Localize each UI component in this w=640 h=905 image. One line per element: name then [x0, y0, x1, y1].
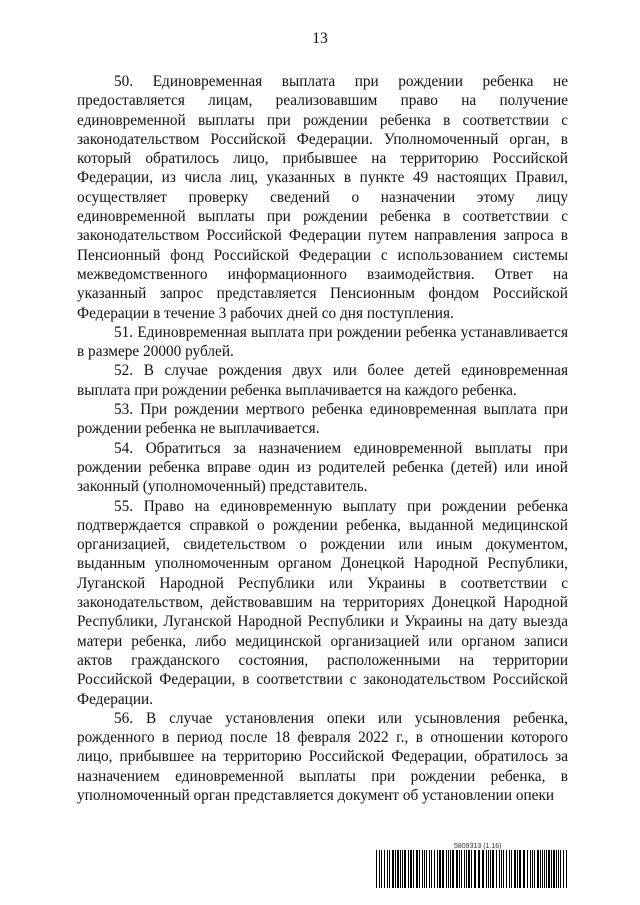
barcode-bar [514, 850, 516, 888]
barcode-bar [544, 850, 545, 888]
barcode-bar [482, 850, 484, 888]
barcode-bar [376, 850, 377, 888]
barcode-bar [532, 850, 533, 888]
barcode-bar [452, 850, 454, 888]
paragraph-text: Обратиться за назначением единовременной выплаты при рождении ребенка вправе один из родителей ребенка (детей) или иной законный (уполномоченный) представитель. [77, 439, 568, 496]
document-code: 5809313 (1.16) [454, 843, 502, 850]
barcode-bar [431, 850, 432, 888]
barcode-bar [439, 850, 441, 888]
page-number: 13 [312, 30, 328, 47]
paragraph-55 [77, 497, 568, 709]
barcode-bar [461, 850, 462, 888]
barcode-bar [379, 850, 380, 888]
barcode-bar [519, 850, 521, 888]
barcode-bar [446, 850, 447, 888]
paragraph-text: При рождении мертвого ребенка единовременная выплата при рождении ребенка не выплачивается. [77, 401, 569, 438]
barcode-bar [530, 850, 531, 888]
barcode-bar [506, 850, 507, 888]
paragraph-text: Право на единовременную выплату при рождении ребенка подтверждается справкой о рождении ребенка, выданной медицинской организацией, свидетельством о рождении или иным документом, выданным уполномоченным органом Донецкой Народной Республики, Луганской Народной Республики или Украины в соответствии с законодательством, действовавшим на территориях Донецкой Народной Республики, Луганской Народной Республики и Украины на дату выезда матери ребенка, либо медицинской организацией или органом записи актов гражданского состояния, расположенными на территории Российской Федерации, в соответствии с законодательством Российской Федерации. [77, 497, 569, 708]
barcode-bar [566, 850, 567, 888]
barcode-bar [509, 850, 510, 888]
barcode-bar [410, 850, 412, 888]
barcode-bar [548, 850, 550, 888]
barcode-bar [558, 850, 559, 888]
barcode-bar [501, 850, 502, 888]
barcode-bar [400, 850, 401, 888]
barcode-bar [429, 850, 430, 888]
barcode-bar [424, 850, 425, 888]
paragraph-text: В случае рождения двух или более детей единовременная выплата при рождении ребенка выплачивается на каждого ребенка. [77, 362, 568, 399]
barcode-bar [560, 850, 561, 888]
paragraph-number: 54. [114, 439, 134, 457]
barcode-bar [546, 850, 547, 888]
barcode-bar [384, 850, 385, 888]
barcode-bar [534, 850, 535, 888]
paragraph-text: Единовременная выплата при рождении ребенка устанавливается в размере 20000 рублей. [77, 323, 568, 361]
barcode-bar [471, 850, 472, 888]
barcode-bar [404, 850, 406, 888]
barcode-image [376, 850, 568, 888]
barcode-bar [553, 850, 555, 888]
barcode-bar [563, 850, 564, 888]
paragraph-number: 50. [114, 73, 134, 90]
barcode-bar [488, 850, 489, 888]
paragraph-50 [77, 72, 568, 323]
barcode-bar [448, 850, 449, 888]
barcode-bar [434, 850, 435, 888]
barcode-bar [422, 850, 423, 888]
barcode-bar [397, 850, 399, 888]
paragraph-number: 56. [114, 709, 134, 727]
barcode-bar [503, 850, 504, 888]
barcode-bar [511, 850, 512, 888]
barcode-bar [466, 850, 467, 888]
paragraph-52 [77, 361, 568, 400]
barcode-bar [395, 850, 396, 888]
barcode-bar [392, 850, 394, 888]
barcode-bar [419, 850, 420, 888]
barcode-bar [464, 850, 465, 888]
paragraph-number: 52. [114, 362, 134, 380]
barcode-bar [450, 850, 451, 888]
barcode-bar [468, 850, 470, 888]
barcode-bar [459, 850, 460, 888]
barcode-bar [499, 850, 500, 888]
barcode-bar [389, 850, 390, 888]
barcode-bar [381, 850, 382, 888]
document-body [77, 72, 568, 805]
barcode-bar [478, 850, 480, 888]
barcode-bar [517, 850, 518, 888]
barcode-bar [486, 850, 487, 888]
paragraph-number: 53. [114, 401, 134, 419]
barcode-bar [442, 850, 444, 888]
paragraph-53 [77, 400, 568, 439]
paragraph-text: Единовременная выплата при рождении ребенка не предоставляется лицам, реализовавшим право на получение единовременной выплаты при рождении ребенка в соответствии с законодательством Российской Федерации. Уполномоченный орган, в который обратилось лицо, прибывшее на территорию Российской Федерации, из числа лиц, указанных в пункте 49 настоящих Правил, осуществляет проверку сведений о назначении этому лицу единовременной выплаты при рождении ребенка в соответствии с законодательством Российской Федерации путем направления запроса в Пенсионный фонд Российской Федерации с использованием системы межведомственного информационного взаимодействия. Ответ на указанный запрос представляется Пенсионным фондом Российской Федерации в течение 3 рабочих дней со дня поступления. [77, 73, 568, 322]
paragraph-number: 51. [114, 323, 134, 341]
barcode-bar [527, 850, 528, 888]
paragraph-number: 55. [114, 497, 134, 515]
barcode-bar [542, 850, 543, 888]
barcode-bar [492, 850, 494, 888]
barcode-bar [551, 850, 552, 888]
paragraph-56 [77, 709, 568, 805]
barcode-bar [413, 850, 414, 888]
paragraph-54 [77, 439, 568, 497]
barcode-bar [437, 850, 438, 888]
barcode-bar [474, 850, 476, 888]
barcode-bar [523, 850, 525, 888]
barcode-bar [556, 850, 557, 888]
barcode-bar [540, 850, 541, 888]
paragraph-text: В случае установления опеки или усыновления ребенка, рожденного в период после 18 февраля 2022 г., в отношении которого лицо, прибывшее на территорию Российской Федерации, обратилось за назначением единовременной выплаты при рождении ребенка, в уполномоченный орган представляется документ об установлении опеки [77, 709, 568, 804]
barcode-bar [426, 850, 427, 888]
barcode-bar [490, 850, 491, 888]
paragraph-51 [77, 323, 568, 362]
barcode-bar [496, 850, 497, 888]
barcode-bar [408, 850, 409, 888]
barcode-bar [402, 850, 403, 888]
barcode-bar [387, 850, 388, 888]
barcode-bar [416, 850, 418, 888]
barcode-bar [537, 850, 539, 888]
barcode-bar [456, 850, 458, 888]
